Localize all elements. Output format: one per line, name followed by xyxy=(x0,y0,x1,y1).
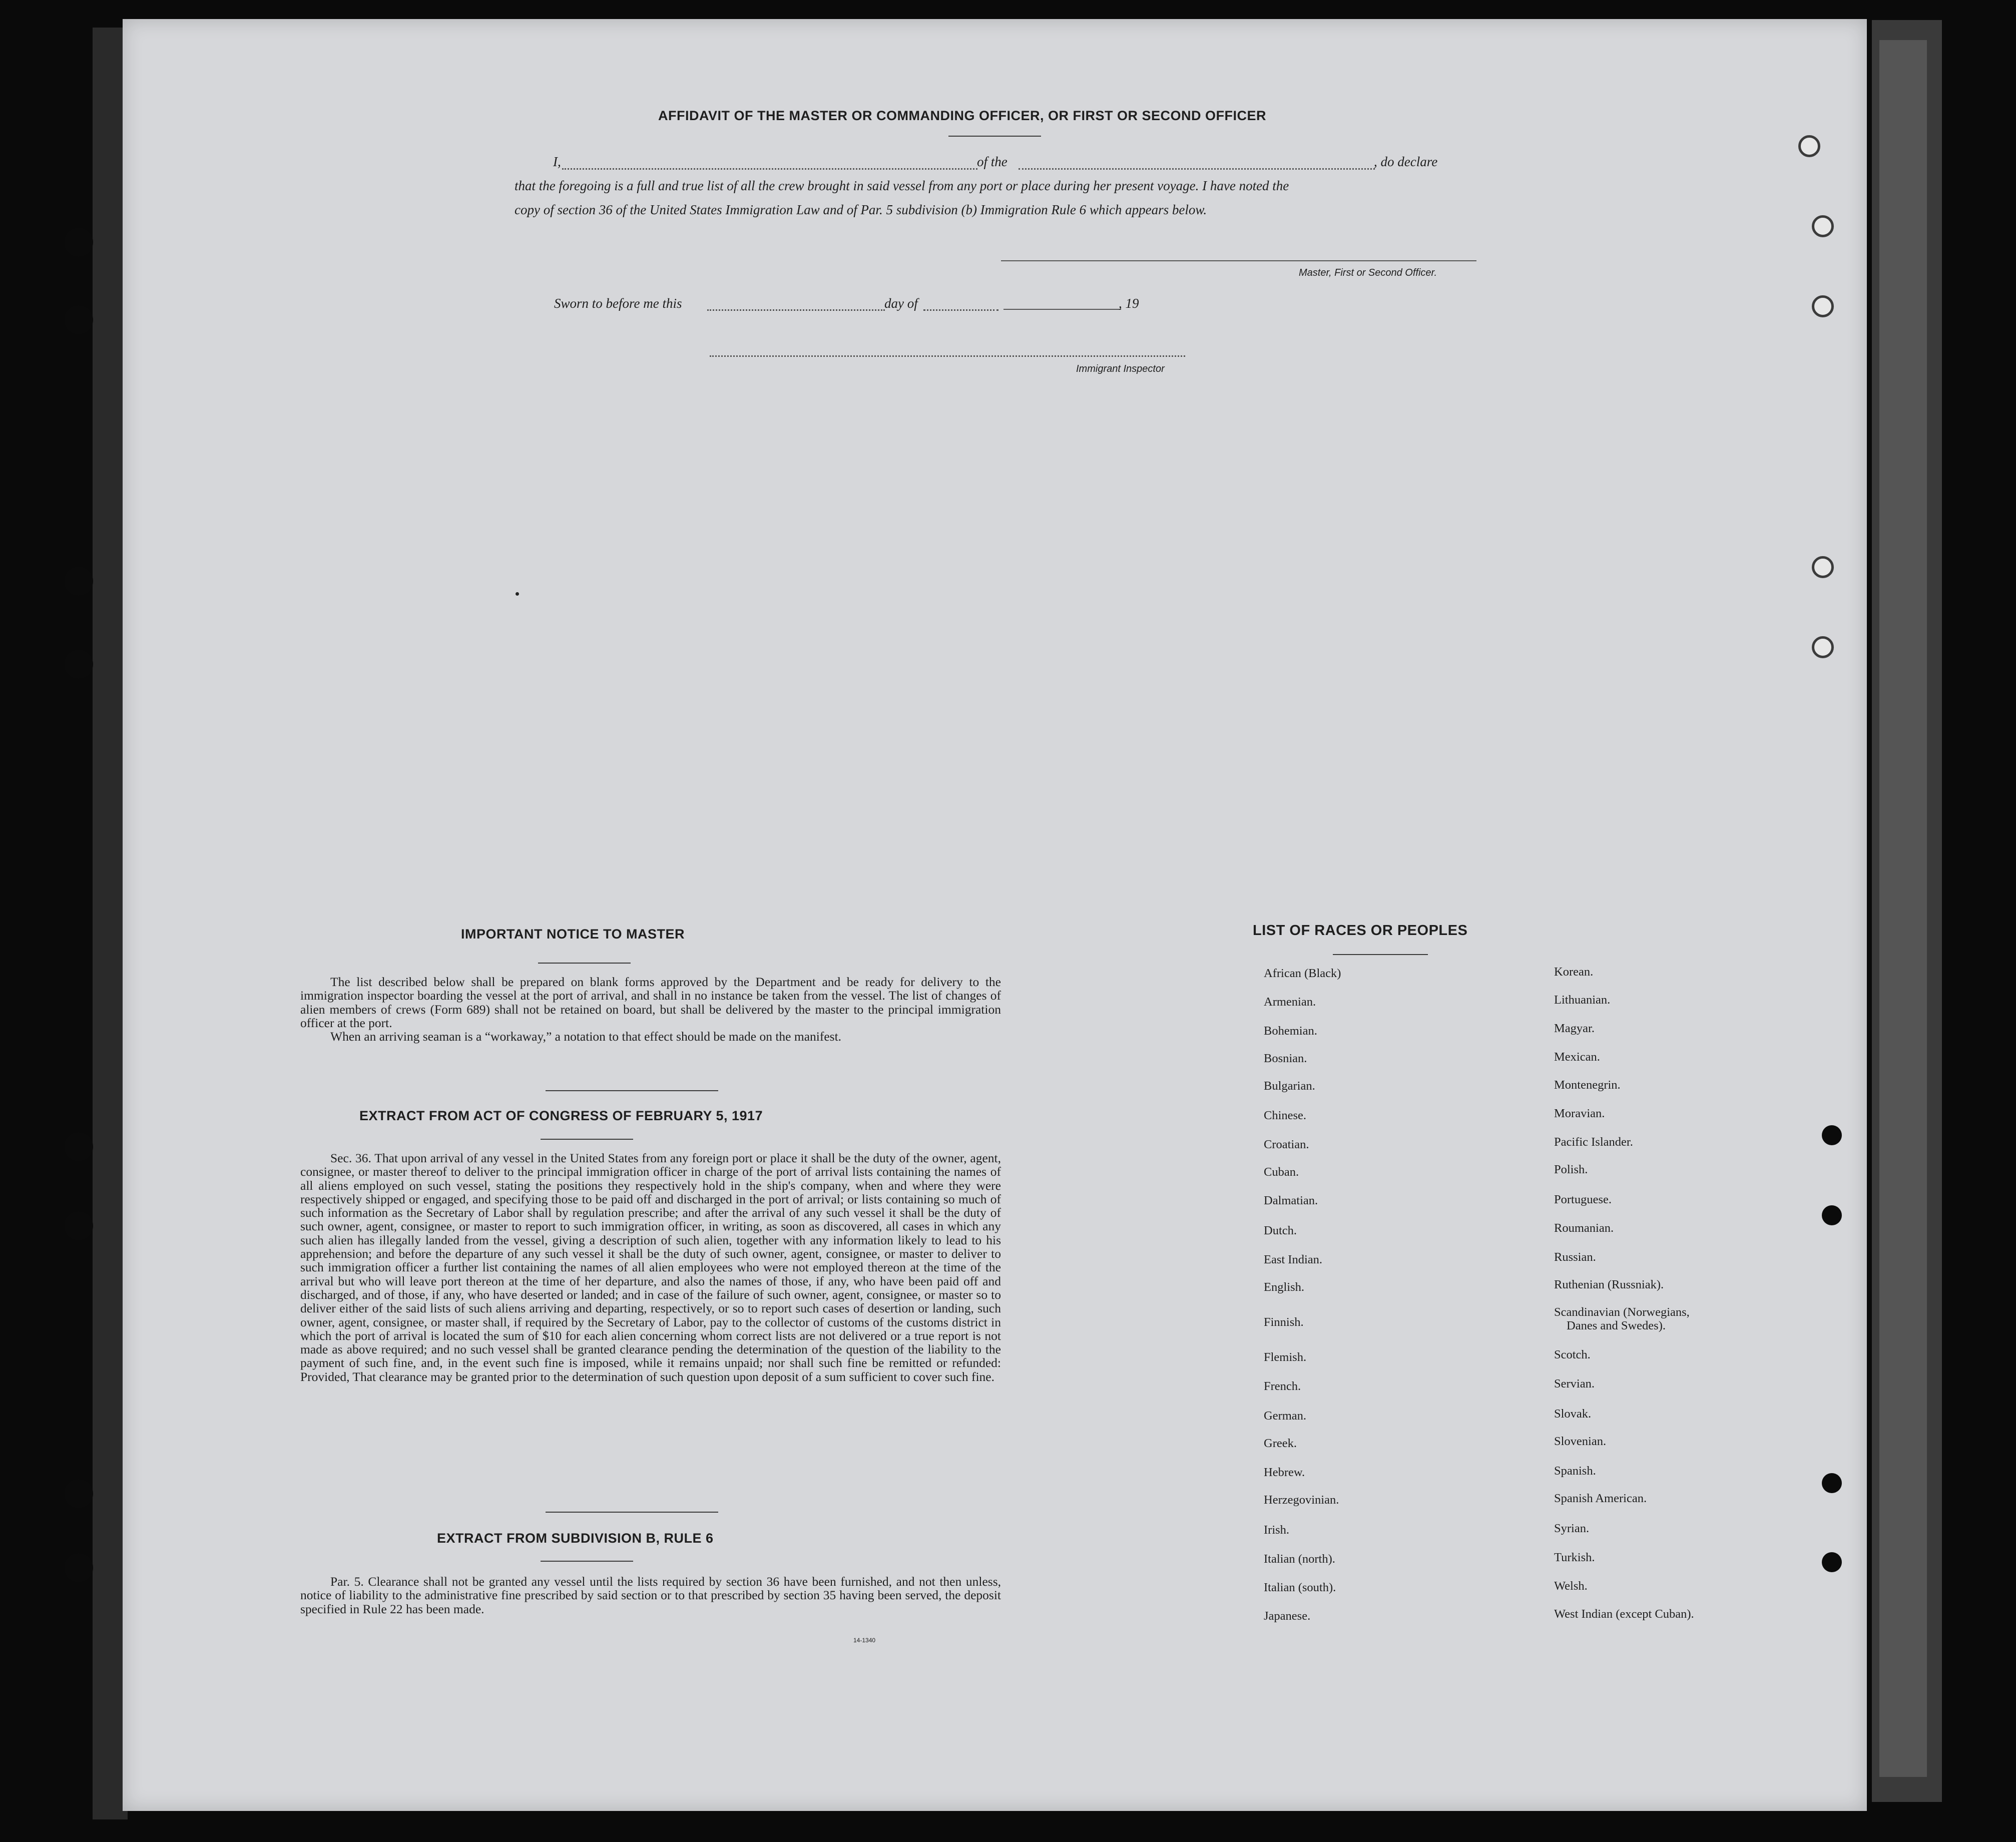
punch-hole xyxy=(64,650,93,679)
race-item: Bosnian. xyxy=(1264,1052,1307,1065)
race-item: Japanese. xyxy=(1264,1609,1311,1623)
year-prefix: , 19 xyxy=(1119,296,1139,311)
punch-hole xyxy=(1822,1125,1842,1145)
race-item: West Indian (except Cuban). xyxy=(1554,1607,1694,1621)
affidavit-title: AFFIDAVIT OF THE MASTER OR COMMANDING OFFICER, OR FIRST OR SECOND OFFICER xyxy=(658,108,1266,123)
sworn-month-line xyxy=(1003,309,1121,310)
race-item: Portuguese. xyxy=(1554,1193,1612,1206)
race-item: Slovenian. xyxy=(1554,1435,1607,1448)
race-item: Servian. xyxy=(1554,1377,1595,1391)
race-item: Russian. xyxy=(1554,1250,1596,1264)
punch-hole xyxy=(64,1132,93,1161)
race-item: Finnish. xyxy=(1264,1315,1304,1329)
divider xyxy=(546,1512,718,1513)
race-item: Slovak. xyxy=(1554,1407,1592,1421)
race-item: Polish. xyxy=(1554,1163,1588,1176)
race-item: Spanish American. xyxy=(1554,1492,1647,1505)
affidavit-line-2: that the foregoing is a full and true list of all the crew brought in said vessel from any port or place during her present voyage. I have noted the xyxy=(515,178,1289,193)
right-page-edge-inner xyxy=(1879,40,1927,1777)
race-item: Flemish. xyxy=(1264,1350,1307,1364)
punch-hole xyxy=(1812,636,1834,658)
notice-body xyxy=(300,975,1001,1043)
race-item: Ruthenian (Russniak). xyxy=(1554,1278,1664,1291)
divider xyxy=(538,963,631,964)
race-item: Armenian. xyxy=(1264,995,1316,1009)
race-item: Welsh. xyxy=(1554,1579,1588,1593)
divider xyxy=(541,1139,633,1140)
master-signature-caption: Master, First or Second Officer. xyxy=(1299,267,1437,278)
race-item: Montenegrin. xyxy=(1554,1078,1621,1092)
divider xyxy=(546,1090,718,1091)
rule-paragraph-5: Par. 5. Clearance shall not be granted any vessel until the lists required by section 36 have been furnished, and not then unless, notice of liability to the administrative fine prescribed by said section or to that prescribed by section 35 having been served, the deposit specified in Rule 22 has been made. xyxy=(300,1574,1001,1616)
divider xyxy=(541,1561,633,1562)
affidavit-line-3: copy of section 36 of the United States Immigration Law and of Par. 5 subdivision (b) Immigration Rule 6 which appears below. xyxy=(515,202,1207,217)
affidavit-i-label: I, xyxy=(553,154,561,169)
punch-hole xyxy=(1822,1473,1842,1493)
act-body xyxy=(300,1151,1001,1384)
form-page xyxy=(123,19,1867,1811)
race-item: Irish. xyxy=(1264,1523,1290,1537)
race-item: Croatian. xyxy=(1264,1138,1309,1151)
race-item: Lithuanian. xyxy=(1554,993,1611,1007)
race-item: Magyar. xyxy=(1554,1022,1595,1035)
act-title: EXTRACT FROM ACT OF CONGRESS OF FEBRUARY 5, 1917 xyxy=(359,1108,763,1123)
race-item: Turkish. xyxy=(1554,1551,1595,1564)
race-item: Italian (south). xyxy=(1264,1581,1336,1594)
race-item: English. xyxy=(1264,1280,1304,1294)
divider xyxy=(1333,954,1428,955)
sworn-month-field[interactable] xyxy=(923,308,998,311)
stray-mark xyxy=(516,592,519,596)
race-item: Herzegovinian. xyxy=(1264,1493,1339,1507)
form-number: 14-1340 xyxy=(853,1637,876,1644)
race-item: Syrian. xyxy=(1554,1522,1590,1535)
race-item: Moravian. xyxy=(1554,1107,1605,1120)
vessel-name-field[interactable] xyxy=(1019,167,1375,170)
punch-hole xyxy=(1798,135,1820,157)
race-item: East Indian. xyxy=(1264,1253,1323,1266)
race-item: Italian (north). xyxy=(1264,1552,1335,1566)
race-item: Pacific Islander. xyxy=(1554,1135,1633,1149)
race-item: Scotch. xyxy=(1554,1348,1591,1361)
race-item: Danes and Swedes). xyxy=(1567,1319,1666,1332)
punch-hole xyxy=(1822,1205,1842,1225)
race-item: Korean. xyxy=(1554,965,1594,979)
race-item: Spanish. xyxy=(1554,1464,1596,1478)
race-item: Mexican. xyxy=(1554,1050,1600,1064)
inspector-signature-field[interactable] xyxy=(710,354,1185,357)
race-item: French. xyxy=(1264,1379,1301,1393)
punch-hole xyxy=(64,1553,93,1582)
punch-hole xyxy=(1812,215,1834,237)
punch-hole xyxy=(64,1211,93,1240)
punch-hole xyxy=(1812,295,1834,317)
race-item: African (Black) xyxy=(1264,967,1341,980)
race-item: Greek. xyxy=(1264,1437,1297,1450)
notice-paragraph-2: When an arriving seaman is a “workaway,” a notation to that effect should be made on the manifest. xyxy=(330,1029,842,1044)
race-item: Scandinavian (Norwegians, xyxy=(1554,1305,1690,1319)
punch-hole xyxy=(1812,556,1834,578)
master-signature-line[interactable] xyxy=(1001,260,1476,261)
day-of-label: day of xyxy=(884,296,918,311)
affidavit-declare-label: , do declare xyxy=(1374,154,1438,169)
race-item: Bulgarian. xyxy=(1264,1079,1315,1093)
punch-hole xyxy=(1822,1552,1842,1572)
punch-hole xyxy=(64,305,93,334)
sworn-label: Sworn to before me this xyxy=(554,296,682,311)
race-item: German. xyxy=(1264,1409,1307,1423)
punch-hole xyxy=(64,1479,93,1508)
affidavit-of-the-label: of the xyxy=(977,154,1007,169)
notice-title: IMPORTANT NOTICE TO MASTER xyxy=(461,927,685,942)
punch-hole xyxy=(64,567,93,596)
race-item: Dalmatian. xyxy=(1264,1194,1318,1207)
rule-title: EXTRACT FROM SUBDIVISION B, RULE 6 xyxy=(437,1531,714,1546)
race-item: Chinese. xyxy=(1264,1109,1307,1122)
race-item: Cuban. xyxy=(1264,1165,1299,1179)
race-item: Dutch. xyxy=(1264,1224,1297,1237)
race-item: Bohemian. xyxy=(1264,1024,1317,1038)
divider xyxy=(948,136,1041,137)
notice-paragraph-1: The list described below shall be prepared on blank forms approved by the Department and be ready for delivery to the immigration inspector boarding the vessel at the port of arrival, and shall in no instance be taken from the vessel. The list of changes of alien members of crews (Form 689) shall not be retained on board, but shall be delivered by the master to the principal immigration officer at the port. xyxy=(300,975,1001,1030)
act-section-36: Sec. 36. That upon arrival of any vessel in the United States from any foreign port or place it shall be the duty of the owner, agent, consignee, or master thereof to deliver to the principal immigration officer in charge of the port of arrival lists containing the names of all aliens employed on such vessel, stating the positions they respectively hold in the ship's company, when and where they were respectively shipped or engaged, and specifying those to be paid off and discharged in the port of arrival; or lists containing so much of such information as the Secretary of Labor shall by regulation prescribe; and after the arrival of any such vessel it shall be the duty of such owner, agent, consignee, or master to report to such immigration officer, in writing, as soon as discovered, all cases in which any such alien has illegally landed from the vessel, giving a description of such alien, together with any information likely to lead to his apprehension; and before the departure of any such vessel it shall be the duty of such owner, agent, consignee, or master to deliver to such immigration officer a further list containing the names of all alien employees who were not employed thereon at the time of the arrival but who will leave port thereon at the time of her departure, and also the names of those, if any, who have been paid off and discharged, and of those, if any, who have deserted or landed; and in case of the failure of such owner, agent, consignee, or master so to deliver either of the said lists of such aliens arriving and departing, respectively, or so to report such cases of desertion or landing, such owner, agent, consignee, or master shall, if required by the Secretary of Labor, pay to the collector of customs of the customs district in which the port of arrival is located the sum of $10 for each alien concerning whom correct lists are not delivered or a true report is not made as above required; and no such vessel shall be granted clearance pending the determination of the question of the liability to the payment of such fine, and, in the event such fine is imposed, while it remains unpaid; nor shall such fine be remitted or refunded: Provided, That clearance may be granted prior to the determination of such question upon deposit of a sum sufficient to cover such fine. xyxy=(300,1151,1001,1384)
sworn-day-field[interactable] xyxy=(707,308,885,311)
races-title: LIST OF RACES OR PEOPLES xyxy=(1253,923,1468,939)
inspector-caption: Immigrant Inspector xyxy=(1076,363,1165,374)
race-item: Hebrew. xyxy=(1264,1466,1305,1479)
punch-hole xyxy=(64,228,93,257)
rule-body xyxy=(300,1575,1001,1616)
master-name-field[interactable] xyxy=(562,167,977,170)
race-item: Roumanian. xyxy=(1554,1221,1614,1235)
